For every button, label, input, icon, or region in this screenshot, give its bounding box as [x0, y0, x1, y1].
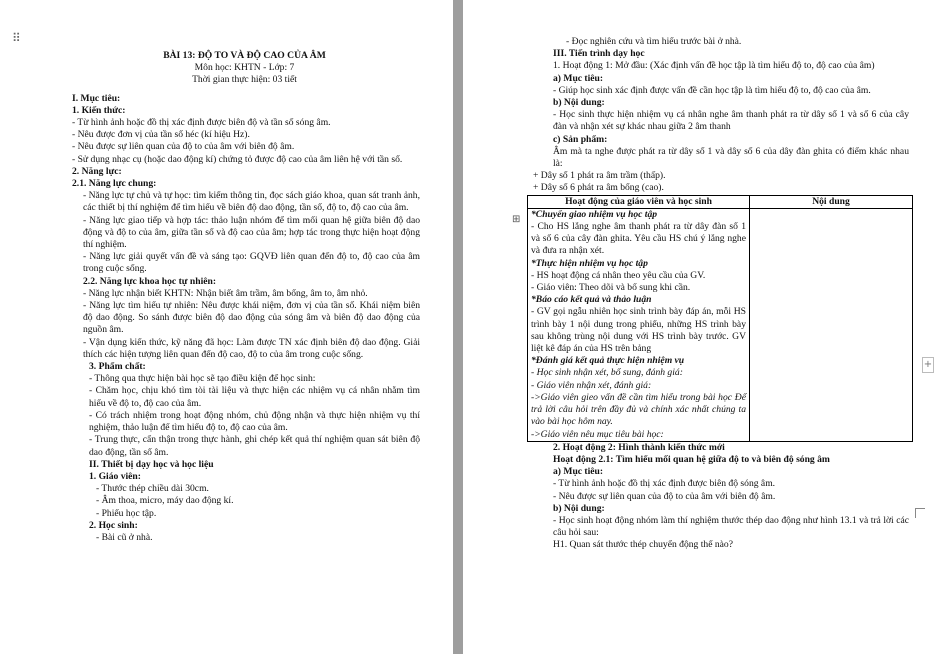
text-line: - Nêu được sự liên quan của độ to của âm với biên độ âm.	[553, 490, 776, 502]
page-1-body	[69, 50, 420, 544]
text-line: - Nêu được sự liên quan của độ to của âm với biên độ âm.	[72, 141, 295, 153]
cell-line: ->Giáo viên gieo vấn đề cần tìm hiểu trong bài học Để trả lời câu hỏi trên đầy đủ và chính xác nhất chúng ta vào bài học hôm nay.	[531, 391, 746, 428]
cell-line: - Học sinh nhận xét, bổ sung, đánh giá:	[531, 367, 683, 379]
table-header-activities: Hoạt động của giáo viên và học sinh	[528, 195, 750, 208]
page-2-activity-2	[533, 442, 909, 552]
text-line: - Đọc nghiên cứu và tìm hiểu trước bài ở nhà.	[566, 36, 742, 47]
text-line: b) Nội dung:	[553, 502, 605, 514]
table-header-content: Nội dung	[750, 195, 913, 208]
text-line: - Học sinh thực hiện nhiệm vụ cá nhân nghe âm thanh phát ra từ dây số 1 và số 6 của cây đàn và nhận xét sự khác nhau giữa 2 âm thanh	[553, 109, 909, 133]
text-line: 1. Kiến thức:	[72, 104, 126, 116]
add-column-icon[interactable]: +	[922, 357, 934, 373]
text-line: - Chăm học, chịu khó tìm tòi tài liệu và thực hiện các nhiệm vụ cá nhân nhằm tìm hiểu về độ to, độ cao của âm.	[89, 385, 420, 409]
text-line: 2. Hoạt động 2: Hình thành kiến thức mới	[553, 441, 725, 453]
text-line: 2. Năng lực:	[72, 165, 122, 177]
text-line: c) Sản phẩm:	[553, 133, 608, 145]
page-2-body	[533, 36, 909, 552]
cell-line: - Giáo viên nhận xét, đánh giá:	[531, 379, 652, 391]
text-line: - Học sinh hoạt động nhóm làm thí nghiệm thước thép dao động như hình 13.1 và trả lời các câu hỏi sau:	[553, 514, 909, 539]
text-line: 3. Phẩm chất:	[89, 361, 146, 373]
content-cell[interactable]	[750, 208, 913, 441]
cell-line: - Giáo viên: Theo dõi và bổ sung khi cần.	[531, 282, 691, 294]
cell-line: - HS hoạt động cá nhân theo yêu cầu của GV.	[531, 269, 706, 281]
move-handle-icon[interactable]: ⠿	[12, 31, 22, 45]
text-line: 1. Hoạt động 1: Mở đầu: (Xác định vấn đề học tập là tìm hiểu độ to, độ cao của âm)	[553, 60, 875, 72]
cell-line: *Chuyển giao nhiệm vụ học tập	[531, 208, 658, 220]
text-line: - Từ hình ảnh hoặc đồ thị xác định được biên độ sóng âm.	[553, 478, 776, 490]
text-line: - Năng lực tìm hiểu tự nhiên: Nêu được khái niệm, đơn vị của tần số. Khái niệm biên độ dao động. So sánh được biên độ dao động của sóng âm và biên độ dao động của nguồn âm.	[83, 300, 420, 336]
text-line: - Thông qua thực hiện bài học sẽ tạo điều kiện để học sinh:	[89, 373, 316, 385]
text-line: a) Mục tiêu:	[553, 466, 604, 478]
text-line: a) Mục tiêu:	[553, 72, 604, 84]
text-line: - Âm thoa, micro, máy dao động kí.	[96, 495, 234, 507]
text-line: - Phiếu học tập.	[96, 507, 157, 519]
text-line: 2.1. Năng lực chung:	[72, 178, 157, 190]
text-line: - Sử dụng nhạc cụ (hoặc dao động kí) chứng tỏ được độ cao của âm liên hệ với tần số.	[72, 153, 403, 165]
cell-line: *Thực hiện nhiệm vụ học tập	[531, 257, 648, 269]
cell-line: - Cho HS lắng nghe âm thanh phát ra từ dây đàn số 1 và số 6 của cây đàn ghita. Yêu cầu HS chú ý lắng nghe và đưa ra nhận xét.	[531, 221, 746, 257]
text-line: - Năng lực tự chủ và tự học: tìm kiếm thông tin, đọc sách giáo khoa, quan sát tranh ảnh, các thiết bị thí nghiệm để tìm hiểu về biên độ dao động, tần số, độ to, độ cao của âm.	[83, 190, 420, 214]
text-line: - Giúp học sinh xác định được vấn đề cần học tập là tìm hiểu độ to, độ cao của âm.	[553, 84, 871, 96]
text-line: - Trung thực, cẩn thận trong thực hành, ghi chép kết quả thí nghiệm quan sát biên độ dao động, tần số âm.	[89, 434, 420, 458]
resize-corner-icon[interactable]	[915, 508, 925, 518]
text-line: - Thước thép chiều dài 30cm.	[96, 483, 209, 495]
text-line: - Bài cũ ở nhà.	[96, 531, 153, 543]
table-move-icon[interactable]: ⊞	[512, 214, 521, 225]
text-line: 2. Học sinh:	[89, 519, 138, 531]
text-line: - Năng lực giải quyết vấn đề và sáng tạo: GQVĐ liên quan đến độ to, độ cao của âm trong cuộc sống.	[83, 251, 420, 275]
text-line: I. Mục tiêu:	[72, 92, 121, 104]
cell-line: ->Giáo viên nêu mục tiêu bài học:	[531, 428, 664, 440]
text-line: - Nêu được đơn vị của tần số héc (kí hiệu Hz).	[72, 129, 250, 141]
text-line: 2.2. Năng lực khoa học tự nhiên:	[83, 275, 217, 287]
text-line: Thời gian thực hiện: 03 tiết	[192, 74, 297, 86]
text-line: III. Tiến trình dạy học	[553, 48, 645, 60]
text-line: - Năng lực nhận biết KHTN: Nhận biết âm trầm, âm bổng, âm to, âm nhỏ.	[83, 287, 368, 299]
cell-line: *Đánh giá kết quả thực hiện nhiệm vụ	[531, 355, 685, 367]
text-line: b) Nội dung:	[553, 97, 605, 109]
text-line: II. Thiết bị dạy học và học liệu	[89, 458, 214, 470]
text-line: - Từ hình ảnh hoặc đồ thị xác định được biên độ và tần số sóng âm.	[72, 117, 331, 129]
text-line: Âm mà ta nghe được phát ra từ dây số 1 và dây số 6 của dây đàn ghita có điểm khác nhau là:	[553, 145, 909, 170]
page-2-intro	[533, 36, 909, 195]
text-line: H1. Quan sát thước thép chuyển động thế nào?	[553, 539, 733, 551]
cell-line: - GV gọi ngẫu nhiên học sinh trình bày đáp án, mỗi HS trình bày 1 nội dung trong phiếu, những HS trình bày sau không trùng nội dung với HS trình bày trước. GV liệt kê đáp án của HS trên bảng	[531, 306, 746, 355]
text-line: 1. Giáo viên:	[89, 470, 141, 482]
text-line: - Vận dụng kiến thức, kỹ năng đã học: Làm được TN xác định biên độ dao động. Giải thích các hiện tượng liên quan đến độ cao, độ to của âm trong cuộc sống.	[83, 336, 420, 360]
text-line: Hoạt động 2.1: Tìm hiểu mối quan hệ giữa độ to và biên độ sóng âm	[553, 453, 830, 465]
activity-cell[interactable]	[528, 208, 750, 441]
text-line: BÀI 13: ĐỘ TO VÀ ĐỘ CAO CỦA ÂM	[163, 50, 326, 61]
cell-line: *Báo cáo kết quả và thảo luận	[531, 294, 652, 306]
activity-table	[527, 195, 913, 442]
text-line: + Dây số 1 phát ra âm trầm (thấp).	[533, 170, 666, 182]
text-line: - Năng lực giao tiếp và hợp tác: thảo luận nhóm để tìm mối quan hệ giữa biên độ dao động và độ to của âm, giữa tần số và độ cao của âm; hợp tác trong thực hiện hoạt động thí nghiệm.	[83, 214, 420, 251]
text-line: + Dây số 6 phát ra âm bổng (cao).	[533, 182, 664, 194]
text-line: Môn học: KHTN - Lớp: 7	[194, 62, 295, 74]
text-line: - Có trách nhiệm trong hoạt động nhóm, chủ động nhận và thực hiện nhiệm vụ thí nghiệm, thảo luận để tìm hiểu độ to, độ cao của âm.	[89, 409, 420, 434]
